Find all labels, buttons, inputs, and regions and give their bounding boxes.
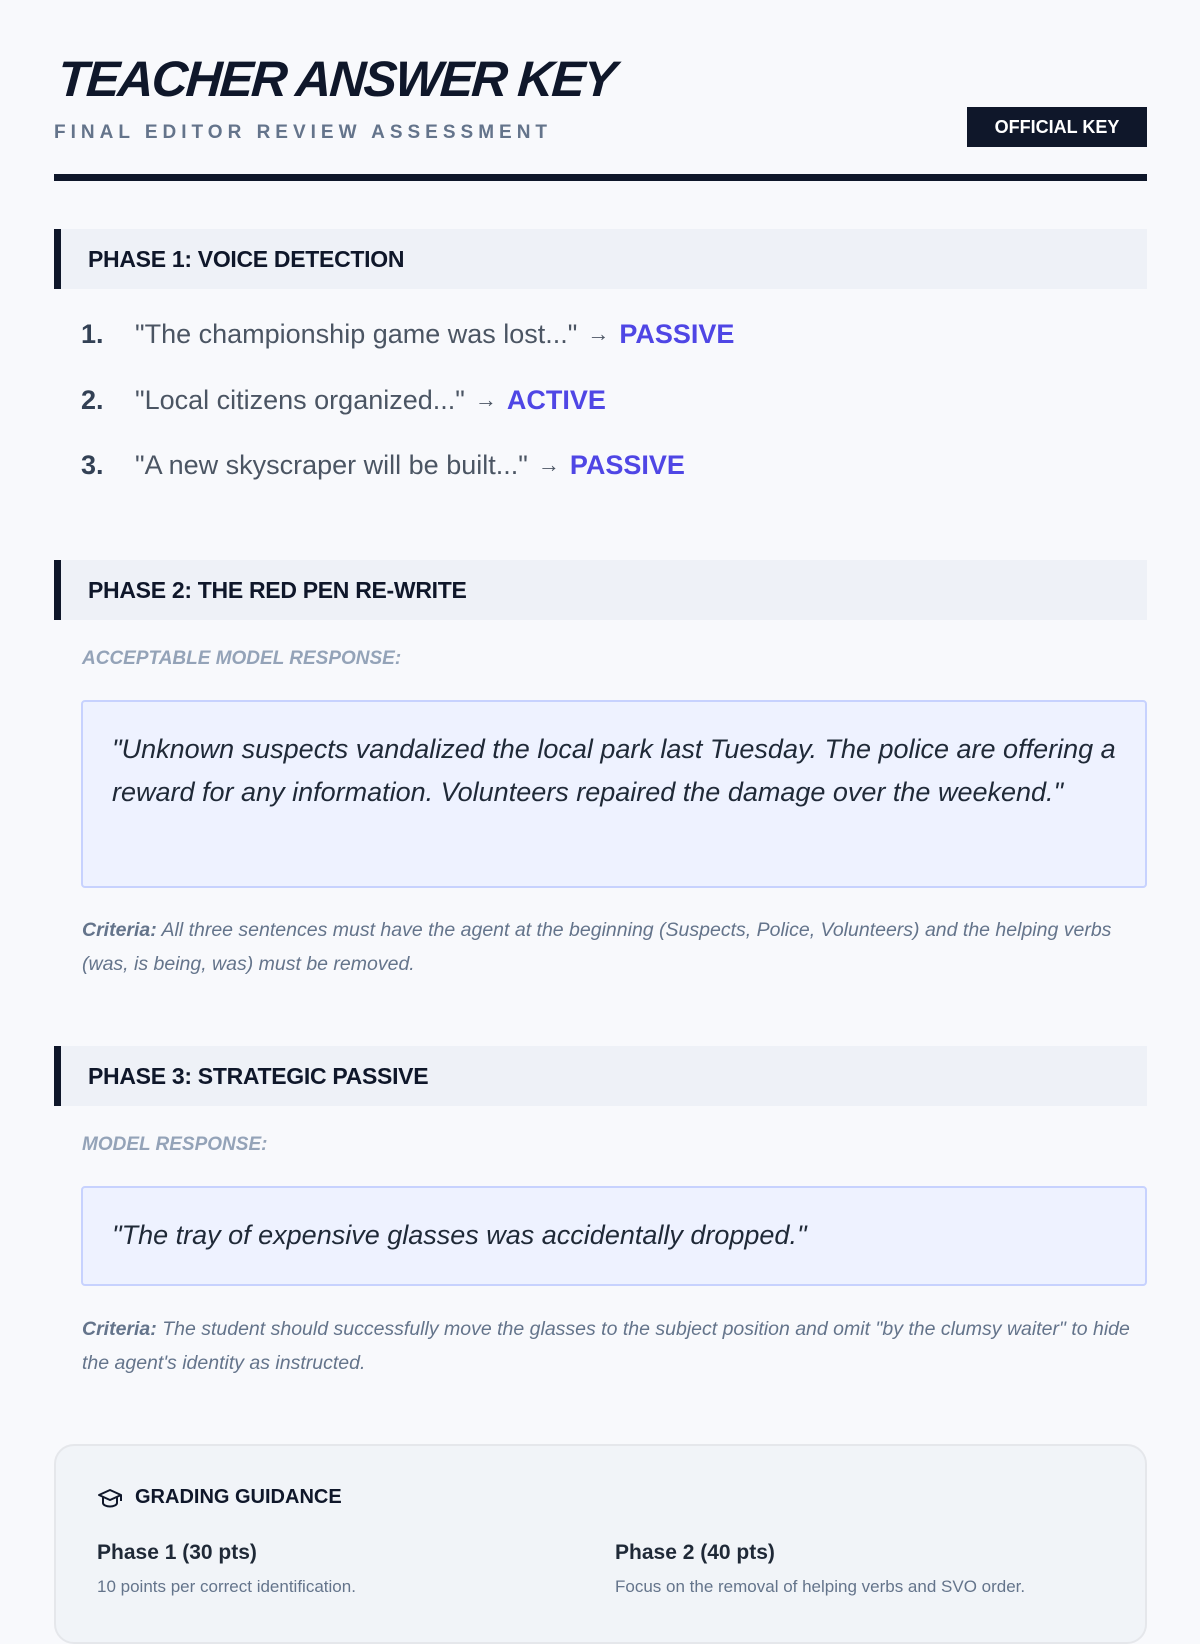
answer-item: [81, 314, 734, 354]
guidance-column: [97, 1541, 356, 1597]
criteria-text: All three sentences must have the agent at the beginning (Suspects, Police, Volunteers) and the helping verbs (was, is being, was) must be removed.: [82, 919, 1112, 975]
grading-guidance-card: [54, 1444, 1147, 1644]
page-header: [54, 0, 1147, 181]
answer-quote: "Local citizens organized...": [135, 384, 465, 415]
page-subtitle: FINAL EDITOR REVIEW ASSESSMENT: [54, 122, 553, 143]
phase2-model-response: "Unknown suspects vandalized the local park last Tuesday. The police are offering a reward for any information. Volunteers repaired the damage over the weekend.": [81, 700, 1147, 888]
phase1-header: [54, 229, 1147, 289]
answer-number: 1.: [81, 318, 104, 349]
answer-label: PASSIVE: [569, 449, 685, 480]
guidance-column-text: Focus on the removal of helping verbs and SVO order.: [615, 1577, 1026, 1596]
answer-label: PASSIVE: [619, 318, 735, 349]
graduation-cap-icon: [97, 1487, 123, 1509]
phase2-criteria: [82, 913, 1148, 981]
guidance-column-title: Phase 1 (30 pts): [97, 1541, 257, 1564]
phase3-criteria: [82, 1312, 1148, 1380]
phase1-heading: PHASE 1: VOICE DETECTION: [88, 245, 405, 272]
answer-quote: "The championship game was lost...": [135, 318, 578, 349]
page-title: TEACHER ANSWER KEY: [56, 51, 617, 107]
phase3-response-label: MODEL RESPONSE:: [82, 1134, 268, 1155]
answer-quote: "A new skyscraper will be built...": [135, 449, 528, 480]
official-key-badge: OFFICIAL KEY: [967, 107, 1147, 147]
answer-number: 2.: [81, 384, 104, 415]
answer-item: [81, 445, 685, 485]
phase3-heading: PHASE 3: STRATEGIC PASSIVE: [88, 1062, 429, 1089]
phase3-header: [54, 1046, 1147, 1106]
criteria-label: Criteria:: [82, 919, 157, 941]
guidance-column: [615, 1541, 1025, 1597]
arrow-right-icon: →: [587, 321, 610, 346]
criteria-label: Criteria:: [82, 1318, 157, 1340]
answer-number: 3.: [81, 449, 104, 480]
criteria-text: The student should successfully move the glasses to the subject position and omit "by the clumsy waiter" to hide the agent's identity as instructed.: [82, 1318, 1130, 1374]
guidance-title-text: GRADING GUIDANCE: [135, 1486, 342, 1508]
phase3-model-response: "The tray of expensive glasses was accidentally dropped.": [81, 1186, 1147, 1286]
arrow-right-icon: →: [474, 387, 497, 412]
phase2-header: [54, 560, 1147, 620]
arrow-right-icon: →: [537, 452, 560, 477]
phase2-response-label: ACCEPTABLE MODEL RESPONSE:: [82, 648, 402, 669]
answer-label: ACTIVE: [506, 384, 606, 415]
guidance-column-title: Phase 2 (40 pts): [615, 1541, 775, 1564]
answer-key-page: [54, 0, 1147, 1596]
answer-item: [81, 380, 606, 420]
phase2-heading: PHASE 2: THE RED PEN RE-WRITE: [88, 576, 467, 603]
guidance-column-text: 10 points per correct identification.: [97, 1577, 356, 1596]
grading-guidance-title: [97, 1486, 342, 1509]
